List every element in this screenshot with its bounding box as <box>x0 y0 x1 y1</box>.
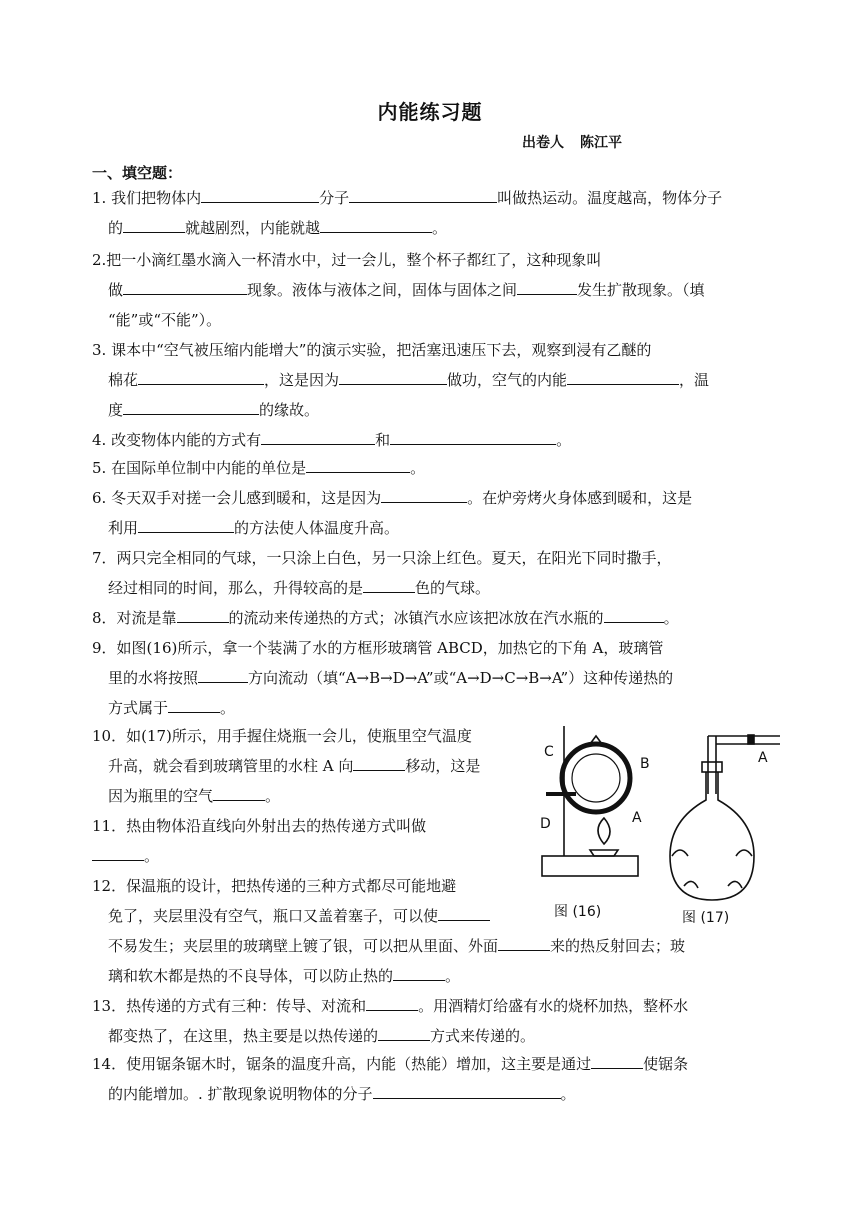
line-text: 的内能增加。. 扩散现象说明物体的分子 <box>108 1085 373 1103</box>
section-heading: 一、填空题： <box>92 164 183 182</box>
line-text: ，这是因为 <box>264 371 340 389</box>
line-text: 方向流动（填“A→B→D→A”或“A→D→C→B→A”）这种传递热的 <box>248 669 674 687</box>
line-text: 和 <box>375 431 391 449</box>
question-line <box>108 936 685 956</box>
line-text: 色的气球。 <box>415 579 491 597</box>
line-text: 里的水将按照 <box>108 669 199 687</box>
figure-16-apparatus <box>542 726 638 876</box>
line-text: 度 <box>108 401 124 419</box>
question-line <box>92 608 679 628</box>
line-text: 。 <box>220 699 236 717</box>
answer-blank[interactable] <box>198 668 248 683</box>
question-line <box>108 1026 535 1046</box>
line-text: 管 ABCD，加热它的下角 A，玻璃管 <box>417 639 664 657</box>
line-text: 11．热由物体沿直线向外射出去的热传递方式叫做 <box>92 817 427 835</box>
answer-blank[interactable] <box>366 996 418 1011</box>
answer-blank[interactable] <box>168 698 220 713</box>
answer-blank[interactable] <box>390 430 556 445</box>
question-line <box>108 280 705 300</box>
question-line <box>92 726 472 746</box>
answer-blank[interactable] <box>363 578 415 593</box>
line-text: 。 <box>144 847 160 865</box>
answer-blank[interactable] <box>123 400 259 415</box>
fig17-label-a: A <box>758 750 768 766</box>
line-text: 。 <box>560 1085 576 1103</box>
answer-blank[interactable] <box>261 430 375 445</box>
line-text: 。用酒精灯给盛有水的烧杯加热，整杯水 <box>418 997 689 1015</box>
line-text: 因为瓶里的空气 <box>108 787 214 805</box>
answer-blank[interactable] <box>378 1026 430 1041</box>
line-text: 的缘故。 <box>259 401 320 419</box>
question-line <box>108 786 280 806</box>
fig16-label-c: C <box>544 744 554 760</box>
question-line <box>108 400 319 420</box>
line-text: 不易发生；夹层里的玻璃壁上镀了银，可以把从里面、外面 <box>108 937 499 955</box>
question-line <box>92 638 663 658</box>
answer-blank[interactable] <box>381 488 467 503</box>
line-text: 方式来传递的。 <box>430 1027 536 1045</box>
line-text: 使锯条 <box>643 1055 689 1073</box>
answer-blank[interactable] <box>138 370 264 385</box>
question-line <box>92 816 426 836</box>
question-line <box>108 518 399 538</box>
line-text: 发生扩散现象。（填 <box>577 281 705 299</box>
line-text: 方式属于 <box>108 699 169 717</box>
line-text: 。 <box>432 219 448 237</box>
question-line <box>92 188 722 208</box>
question-line <box>92 488 692 508</box>
line-text: 来的热反射回去；玻 <box>550 937 686 955</box>
line-text: 2.把一小滴红墨水滴入一杯清水中，过一会儿，整个杯子都红了，这种现象叫 <box>92 251 602 269</box>
line-text: 14．使用锯条锯木时，锯条的温度升高，内能（热能）增加，这主要是通过 <box>92 1055 592 1073</box>
answer-blank[interactable] <box>306 458 410 473</box>
question-line <box>92 340 651 360</box>
line-text: 的流动来传递热的方式；冰镇汽水应该把冰放在汽水瓶的 <box>228 609 604 627</box>
line-text: 8．对流是靠 <box>92 609 177 627</box>
author-name: 陈江平 <box>580 135 622 151</box>
line-text: 。 <box>663 609 679 627</box>
author-line <box>522 132 638 152</box>
question-line <box>108 310 221 330</box>
question-line <box>92 846 159 866</box>
answer-blank[interactable] <box>123 218 185 233</box>
line-text: “能”或“不能”）。 <box>108 311 222 329</box>
line-text: 5. 在国际单位制中内能的单位是 <box>92 459 307 477</box>
line-text: 3. 课本中“空气被压缩内能增大”的演示实验，把活塞迅速压下去，观察到浸有乙醚的 <box>92 341 652 359</box>
answer-blank[interactable] <box>349 188 497 203</box>
question-line <box>108 966 460 986</box>
line-text: 7．两只完全相同的气球，一只涂上白色，另一只涂上红色。夏天，在阳光下同时撒手， <box>92 549 672 567</box>
line-text: 璃和软木都是热的不良导体，可以防止热的 <box>108 967 394 985</box>
line-text: 分子 <box>319 189 350 207</box>
question-line <box>92 996 688 1016</box>
answer-blank[interactable] <box>353 756 405 771</box>
answer-blank[interactable] <box>92 846 144 861</box>
line-text: 。 <box>556 431 572 449</box>
fig16-label-a: A <box>632 810 642 826</box>
fig17-caption: 图 (17) <box>682 910 730 926</box>
answer-blank[interactable] <box>393 966 445 981</box>
line-text: ，温 <box>679 371 710 389</box>
answer-blank[interactable] <box>517 280 577 295</box>
line-text: 。 <box>445 967 461 985</box>
fig16-label-b: B <box>640 756 650 772</box>
line-text: 经过相同的时间，那么，升得较高的是 <box>108 579 364 597</box>
question-line <box>92 458 425 478</box>
question-line <box>108 370 709 390</box>
fig16-label-d: D <box>540 816 551 832</box>
line-text: 4. 改变物体内能的方式有 <box>92 431 262 449</box>
answer-blank[interactable] <box>177 608 229 623</box>
answer-blank[interactable] <box>213 786 265 801</box>
line-text: 就越剧烈，内能就越 <box>185 219 321 237</box>
line-text: 移动，这是 <box>405 757 481 775</box>
line-text: 。 <box>410 459 426 477</box>
answer-blank[interactable] <box>591 1054 643 1069</box>
line-text: 。在炉旁烤火身体感到暖和，这是 <box>467 489 693 507</box>
page-title: 内能练习题 <box>377 100 483 124</box>
question-line <box>108 756 480 776</box>
answer-blank[interactable] <box>604 608 664 623</box>
line-text: 9．如图(16)所示，拿一个装满了水的方框形玻璃 <box>92 639 418 657</box>
line-text: 免了，夹层里没有空气，瓶口又盖着塞子，可以使 <box>108 907 439 925</box>
question-line <box>92 548 672 568</box>
line-text: 都变热了，在这里，热主要是以热传递的 <box>108 1027 379 1045</box>
answer-blank[interactable] <box>339 370 447 385</box>
answer-blank[interactable] <box>201 188 319 203</box>
question-line <box>108 698 235 718</box>
question-line <box>92 876 456 896</box>
question-line <box>108 906 490 926</box>
answer-blank[interactable] <box>138 518 234 533</box>
question-line <box>108 578 490 598</box>
line-text: 6. 冬天双手对搓一会儿感到暖和，这是因为 <box>92 489 382 507</box>
answer-blank[interactable] <box>567 370 679 385</box>
line-text: 升高，就会看到玻璃管里的水柱 A 向 <box>108 757 354 775</box>
line-text: 的 <box>108 219 124 237</box>
line-text: 12．保温瓶的设计，把热传递的三种方式都尽可能地避 <box>92 877 457 895</box>
answer-blank[interactable] <box>320 218 432 233</box>
line-text: 的方法使人体温度升高。 <box>234 519 400 537</box>
answer-blank[interactable] <box>438 906 490 921</box>
question-line <box>92 250 601 270</box>
question-line <box>108 218 447 238</box>
fig16-caption: 图 (16) <box>554 904 602 920</box>
line-text: 做 <box>108 281 124 299</box>
line-text: 叫做热运动。温度越高，物体分子 <box>497 189 723 207</box>
line-text: 棉花 <box>108 371 139 389</box>
author-label: 出卷人 <box>522 135 564 151</box>
answer-blank[interactable] <box>373 1084 561 1099</box>
line-text: 1. 我们把物体内 <box>92 189 202 207</box>
question-line <box>92 430 571 450</box>
question-line <box>108 668 673 688</box>
line-text: 做功，空气的内能 <box>447 371 568 389</box>
line-text: 现象。液体与液体之间，固体与固体之间 <box>247 281 518 299</box>
line-text: 利用 <box>108 519 139 537</box>
experiment-figures <box>532 716 782 926</box>
question-line <box>108 1084 576 1104</box>
line-text: 13．热传递的方式有三种：传导、对流和 <box>92 997 367 1015</box>
question-line <box>92 1054 688 1074</box>
answer-blank[interactable] <box>498 936 550 951</box>
answer-blank[interactable] <box>123 280 247 295</box>
line-text: 10．如(17)所示，用手握住烧瓶一会儿，使瓶里空气温度 <box>92 727 472 745</box>
line-text: 。 <box>265 787 281 805</box>
